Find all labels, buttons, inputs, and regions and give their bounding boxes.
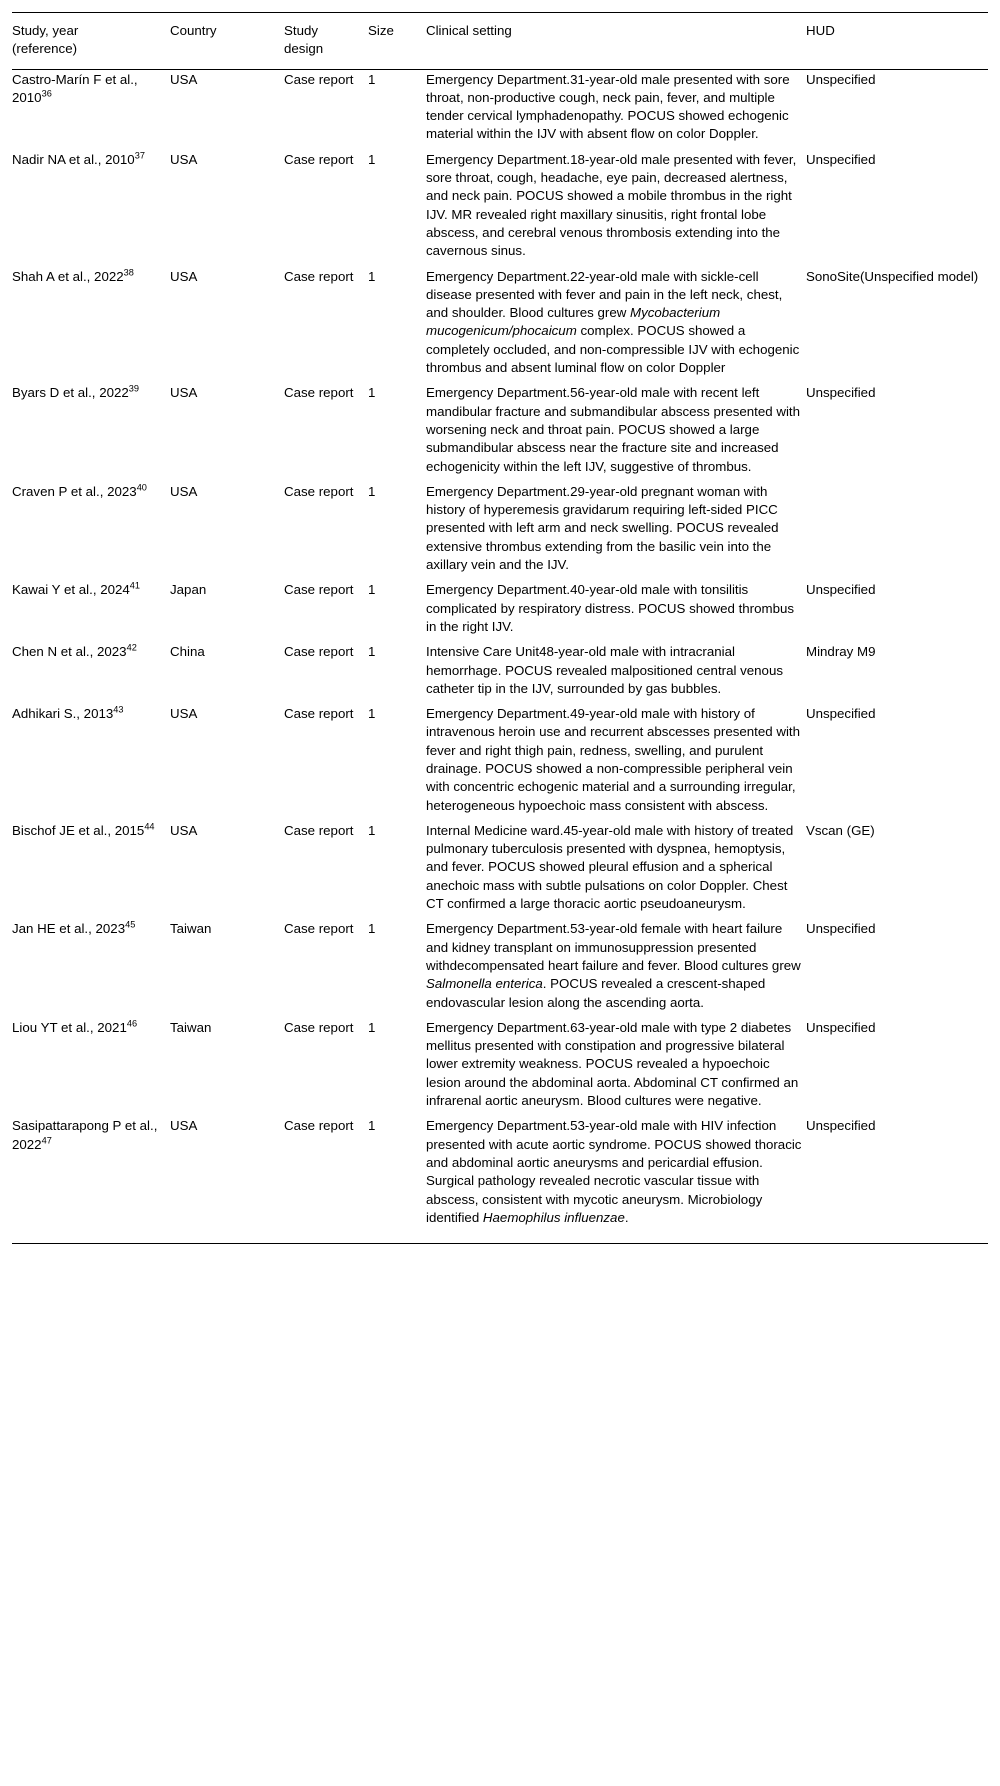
cell-size: 1 [368,385,376,401]
study-name: Adhikari S., 2013 [12,706,114,722]
cell-study-design: Case report [284,644,354,660]
cell-study-year [12,704,170,821]
column-header-design-line1: Study [284,23,319,38]
clinical-setting-text: Emergency Department.18-year-old male presented with fever, sore throat, cough, headache, eye pain, decreased alertness, and neck pain. POCUS showed a mobile thrombus in the right IJV. MR revealed right maxillary sinusitis, right frontal lobe abscess, and cerebral venous thrombosis extending into the cavernous sinus. [426,151,797,259]
cell-study-year [12,1116,170,1243]
cell-country: USA [170,268,198,284]
column-header-study [12,13,170,70]
cell-hud: Vscan (GE) [806,822,875,838]
setting-text-segment: Emergency Department.53-year-old female with heart failure and kidney transplant on immunosuppression presented withdecompensated heart failure and fever. Blood cultures grew [426,921,801,973]
clinical-setting-text: Internal Medicine ward.45-year-old male with history of treated pulmonary tuberculosis presented with dyspnea, hemoptysis, and fever. POCUS showed pleural effusion and a spherical anechoic mass with subtle pulsations on color Doppler. Chest CT confirmed a large thoracic aortic pseudoaneurysm. [426,822,794,912]
study-name: Liou YT et al., 2021 [12,1019,127,1035]
cell-country: China [170,644,205,660]
organism-name-italic: Haemophilus influenzae [482,1209,625,1225]
table-row [12,267,988,384]
cell-study-year [12,267,170,384]
cell-study-year [12,821,170,919]
cell-study-design: Case report [284,1116,368,1243]
cell-hud: Unspecified [806,71,876,87]
cell-clinical-setting [426,482,806,580]
cell-size: 1 [368,151,376,167]
study-reference-superscript: 45 [125,919,136,930]
cell-study-design: Case report [284,1019,354,1035]
cell-study-year [12,482,170,580]
column-header-design [284,13,368,70]
organism-name-italic: Salmonella enterica [426,976,543,992]
study-name: Chen N et al., 2023 [12,644,127,660]
cell-country: USA [170,822,198,838]
study-reference-superscript: 38 [123,267,134,278]
cell-hud: Unspecified [806,921,876,937]
setting-text-segment: . [624,1209,629,1225]
cell-clinical-setting [426,267,806,384]
cell-clinical-setting [426,642,806,704]
cell-clinical-setting [426,821,806,919]
cell-study-design: Case report [284,822,354,838]
cell-clinical-setting [426,1018,806,1116]
table-row [12,580,988,642]
cell-study-design: Case report [284,268,354,284]
study-name: Shah A et al., 2022 [12,268,124,284]
organism-name-italic: Mycobacterium mucogenicum/phocaicum [426,305,721,339]
cell-study-year [12,580,170,642]
clinical-setting-text [426,920,806,1011]
cell-hud: Unspecified [806,1019,876,1035]
cell-size: 1 [368,706,376,722]
cell-size: 1 [368,483,376,499]
study-name: Bischof JE et al., 2015 [12,822,145,838]
table-header [12,13,988,70]
study-name: Sasipattarapong P et al., 2022 [12,1118,158,1152]
cell-size: 1 [368,822,376,838]
setting-text-segment: Emergency Department.22-year-old male with sickle-cell disease presented with fever and pain in the left neck, chest, and shoulder. Blood cultures grew [426,268,783,321]
table-row [12,150,988,267]
cell-hud: Unspecified [806,151,876,167]
column-header-design-line2: design [284,41,324,57]
cell-clinical-setting [426,580,806,642]
setting-text-segment: Emergency Department.53-year-old male with HIV infection presented with acute aortic syndrome. POCUS showed thoracic and abdominal aortic aneurysms and pericardial effusion. Surgical pathology revealed necrotic vascular tissue with abscess, consistent with mycotic aneurysm. Microbiology identified [426,1118,802,1225]
clinical-setting-text: Emergency Department.31-year-old male presented with sore throat, non-productive cough, neck pain, fever, and multiple tender cervical lymphadenopathy. POCUS showed echogenic material within the IJV with absent flow on color Doppler. [426,71,790,142]
setting-text-segment: . POCUS revealed a crescent-shaped endovascular lesion along the ascending aorta. [426,976,766,1010]
study-name: Kawai Y et al., 2024 [12,582,130,598]
cell-study-design: Case report [284,483,354,499]
study-reference-superscript: 46 [126,1018,138,1029]
column-header-setting: Clinical setting [426,13,806,70]
cell-hud: Unspecified [806,582,876,598]
study-reference-superscript: 44 [144,821,155,832]
study-reference-superscript: 36 [41,88,52,99]
study-name: Byars D et al., 2022 [12,385,129,401]
cell-study-design: Case report [284,71,354,87]
table-row [12,704,988,821]
study-reference-superscript: 47 [41,1135,52,1146]
cell-study-year [12,150,170,267]
cell-study-design: Case report [284,385,354,401]
study-name: Jan HE et al., 2023 [12,921,126,937]
table-row [12,1018,988,1116]
cell-study-year [12,1018,170,1116]
cell-size: 1 [368,1116,426,1243]
cell-study-design: Case report [284,921,354,937]
table-row [12,642,988,704]
cell-size: 1 [368,582,376,598]
cell-clinical-setting [426,383,806,481]
cell-study-year [12,69,170,150]
clinical-setting-text: Emergency Department.56-year-old male with recent left mandibular fracture and submandibular abscess presented with worsening neck and throat pain. POCUS showed a large submandibular abscess near the fracture site and increased echogenicity within the left IJV, suggestive of thrombus. [426,385,801,474]
cell-country: USA [170,385,198,401]
cell-hud: Unspecified [806,1116,988,1243]
cell-country: USA [170,706,198,722]
column-header-country: Country [170,13,284,70]
cell-size: 1 [368,71,376,87]
cell-country: USA [170,151,198,167]
study-reference-superscript: 40 [136,482,147,493]
study-name: Castro-Marín F et al., 2010 [12,71,138,105]
table-body [12,69,988,1244]
table-row [12,821,988,919]
document-page [0,12,1000,1786]
column-header-size: Size [368,13,426,70]
setting-text-segment: complex. POCUS showed a completely occluded, and non-compressible IJV with echogenic thrombus and absent luminal flow on color Doppler [426,323,800,376]
cell-clinical-setting [426,704,806,821]
studies-table [12,12,988,1244]
cell-hud: Mindray M9 [806,644,876,660]
cell-study-year [12,919,170,1017]
cell-study-design: Case report [284,706,354,722]
cell-clinical-setting [426,919,806,1017]
table-row [12,1116,988,1243]
clinical-setting-text: Emergency Department.40-year-old male with tonsilitis complicated by respiratory distress. POCUS showed thrombus in the right IJV. [426,582,795,634]
clinical-setting-text: Emergency Department.29-year-old pregnant woman with history of hyperemesis gravidarum requiring left-sided PICC presented with left arm and neck swelling. POCUS revealed extensive thrombus extending from the basilic vein into the axillary vein and the IJV. [426,483,779,573]
cell-size: 1 [368,644,376,660]
clinical-setting-text [426,268,806,378]
cell-study-year [12,383,170,481]
cell-study-year [12,642,170,704]
cell-size: 1 [368,921,376,937]
column-header-study-line1: Study, year [12,23,79,38]
table-row [12,482,988,580]
cell-size: 1 [368,268,376,284]
clinical-setting-text [426,1117,806,1227]
cell-clinical-setting [426,69,806,150]
table-row [12,919,988,1017]
study-reference-superscript: 43 [113,704,124,715]
cell-country: Japan [170,582,207,598]
cell-country: Taiwan [170,1019,212,1035]
study-name: Craven P et al., 2023 [12,483,137,499]
table-header-row [12,13,988,70]
cell-study-design: Case report [284,582,354,598]
cell-study-design: Case report [284,151,354,167]
cell-clinical-setting [426,1116,806,1243]
column-header-hud: HUD [806,13,988,70]
cell-hud: SonoSite(Unspecified model) [806,268,979,284]
study-reference-superscript: 37 [134,150,145,161]
cell-country: USA [170,1116,284,1243]
study-reference-superscript: 42 [126,642,137,653]
clinical-setting-text: Intensive Care Unit48-year-old male with intracranial hemorrhage. POCUS revealed malpositioned central venous catheter tip in the IJV, surrounded by gas bubbles. [426,644,783,696]
table-row [12,69,988,150]
cell-country: Taiwan [170,921,212,937]
table-row [12,383,988,481]
cell-clinical-setting [426,150,806,267]
clinical-setting-text: Emergency Department.49-year-old male with history of intravenous heroin use and recurrent abscesses presented with fever and right thigh pain, redness, swelling, and purulent drainage. POCUS showed a non-compressible peripheral vein with concentric echogenic material and a surrounding irregular, heterogeneous hypoechoic mass consistent with abscess. [426,706,801,813]
clinical-setting-text: Emergency Department.63-year-old male with type 2 diabetes mellitus presented with constipation and progressive bilateral lower extremity weakness. POCUS revealed a hypoechoic lesion around the abdominal aorta. Abdominal CT confirmed an infrarenal aortic aneurysm. Blood cultures were negative. [426,1019,799,1109]
cell-hud [806,482,988,580]
study-reference-superscript: 39 [128,383,140,394]
study-reference-superscript: 41 [129,580,141,591]
cell-country: USA [170,71,198,87]
cell-hud: Unspecified [806,385,876,401]
cell-country: USA [170,483,198,499]
study-name: Nadir NA et al., 2010 [12,151,135,167]
column-header-study-line2: (reference) [12,41,78,57]
cell-size: 1 [368,1019,376,1035]
cell-hud: Unspecified [806,706,876,722]
